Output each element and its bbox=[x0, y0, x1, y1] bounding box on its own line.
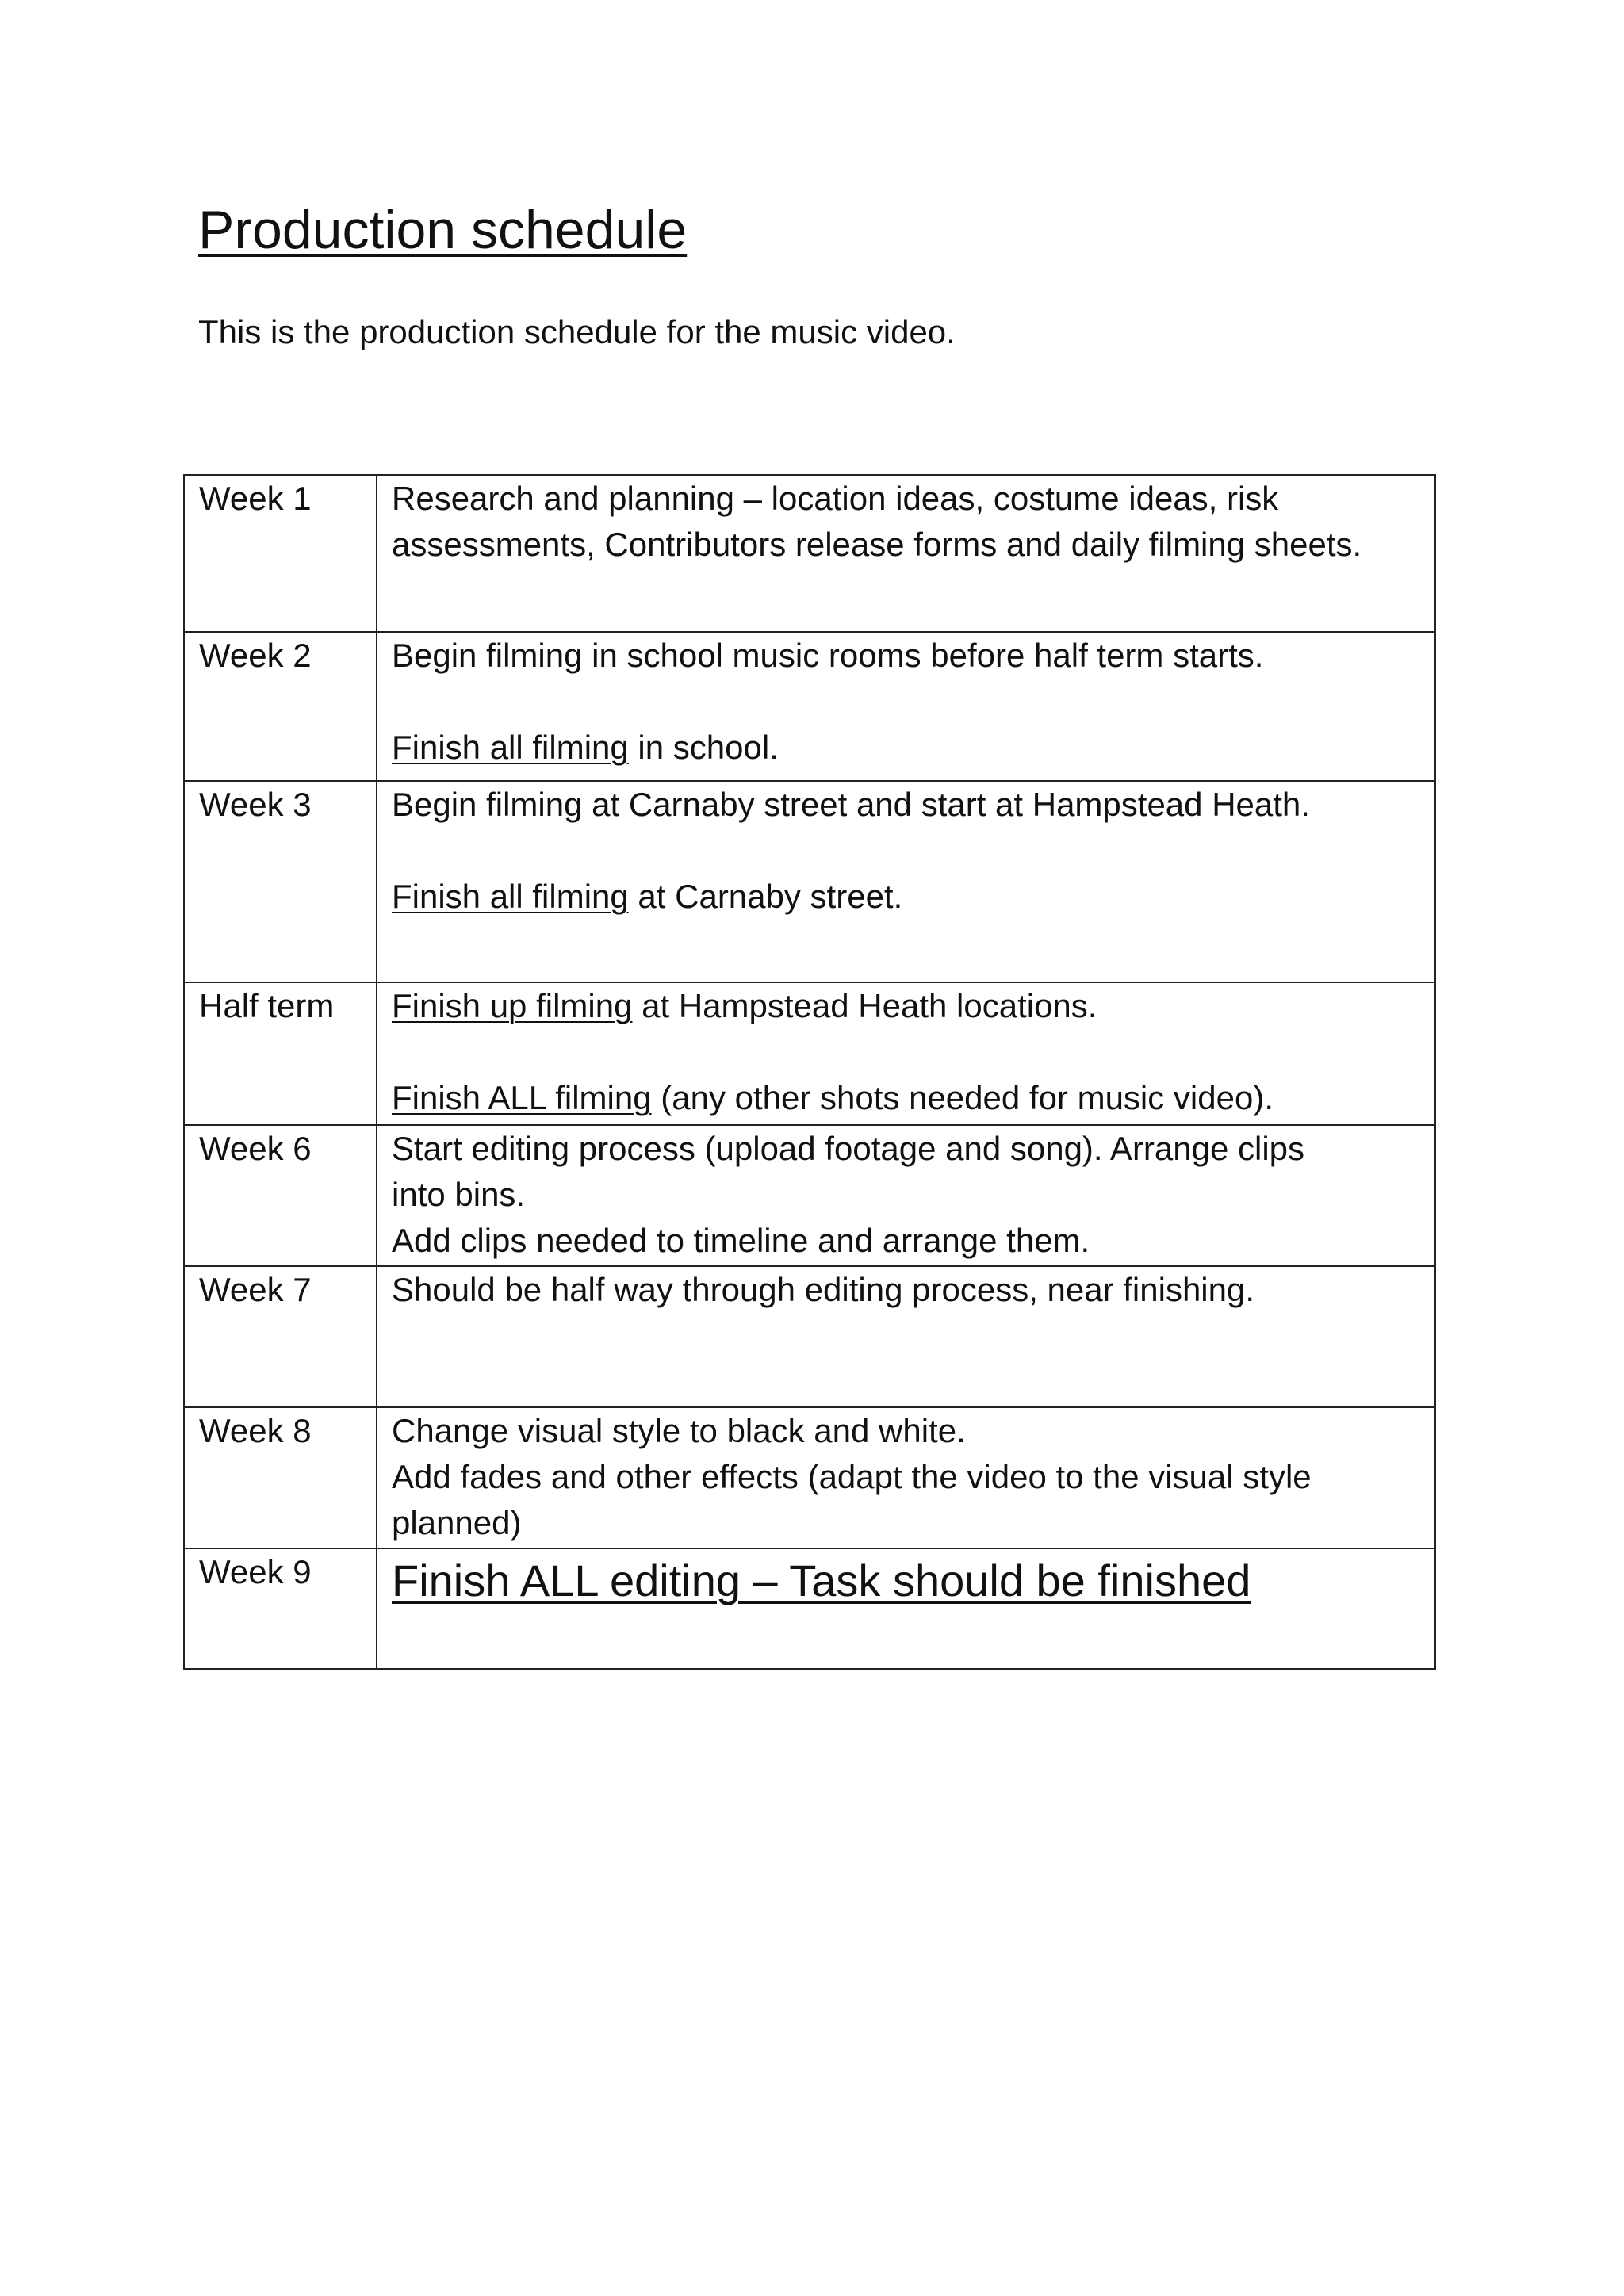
week-label: Week 6 bbox=[184, 1125, 377, 1266]
task-cell bbox=[377, 1548, 1435, 1669]
schedule-row bbox=[184, 982, 1435, 1125]
schedule-table bbox=[183, 474, 1436, 1670]
task-line: Begin filming at Carnaby street and start at Hampstead Heath. bbox=[392, 786, 1310, 823]
week-label: Week 9 bbox=[184, 1548, 377, 1669]
schedule-row bbox=[184, 1125, 1435, 1266]
task-cell bbox=[377, 475, 1435, 632]
task-line: assessments, Contributors release forms and daily filming sheets. bbox=[392, 526, 1362, 563]
week-label: Week 7 bbox=[184, 1266, 377, 1407]
task-line bbox=[392, 874, 1420, 920]
week-label: Week 1 bbox=[184, 475, 377, 632]
task-cell bbox=[377, 982, 1435, 1125]
task-text: at Hampstead Heath locations. bbox=[632, 987, 1097, 1024]
task-line: Add fades and other effects (adapt the video to the visual style bbox=[392, 1458, 1312, 1495]
week-label: Week 2 bbox=[184, 632, 377, 781]
task-line-emphasis: Finish ALL editing – Task should be finished bbox=[392, 1556, 1251, 1605]
underlined-phrase: Finish all filming bbox=[392, 729, 629, 766]
week-label: Week 3 bbox=[184, 781, 377, 982]
schedule-row bbox=[184, 1407, 1435, 1548]
task-cell bbox=[377, 1266, 1435, 1407]
underlined-phrase: Finish ALL filming bbox=[392, 1079, 652, 1116]
task-line: into bins. bbox=[392, 1176, 526, 1213]
page-title: Production schedule bbox=[198, 200, 688, 260]
schedule-row bbox=[184, 632, 1435, 781]
task-cell bbox=[377, 1125, 1435, 1266]
underlined-phrase: Finish all filming bbox=[392, 878, 629, 915]
task-text: at Carnaby street. bbox=[628, 878, 903, 915]
task-line bbox=[392, 1075, 1420, 1121]
task-cell bbox=[377, 1407, 1435, 1548]
task-line: Should be half way through editing process, near finishing. bbox=[392, 1271, 1255, 1308]
task-line: planned) bbox=[392, 1504, 522, 1541]
schedule-row bbox=[184, 1548, 1435, 1669]
schedule-row bbox=[184, 781, 1435, 982]
schedule-row bbox=[184, 1266, 1435, 1407]
task-text: in school. bbox=[628, 729, 779, 766]
task-cell bbox=[377, 781, 1435, 982]
task-line bbox=[392, 983, 1420, 1029]
task-text: (any other shots needed for music video). bbox=[651, 1079, 1274, 1116]
week-label: Week 8 bbox=[184, 1407, 377, 1548]
task-line: Change visual style to black and white. bbox=[392, 1412, 966, 1449]
task-line: Add clips needed to timeline and arrange them. bbox=[392, 1222, 1090, 1259]
task-cell bbox=[377, 632, 1435, 781]
task-line bbox=[392, 725, 1420, 771]
task-line: Start editing process (upload footage and song). Arrange clips bbox=[392, 1130, 1305, 1167]
underlined-phrase: Finish up filming bbox=[392, 987, 633, 1024]
task-line: Research and planning – location ideas, costume ideas, risk bbox=[392, 480, 1279, 517]
week-label: Half term bbox=[184, 982, 377, 1125]
task-line: Begin filming in school music rooms before half term starts. bbox=[392, 637, 1264, 674]
schedule-row bbox=[184, 475, 1435, 632]
intro-text: This is the production schedule for the music video. bbox=[198, 313, 956, 350]
